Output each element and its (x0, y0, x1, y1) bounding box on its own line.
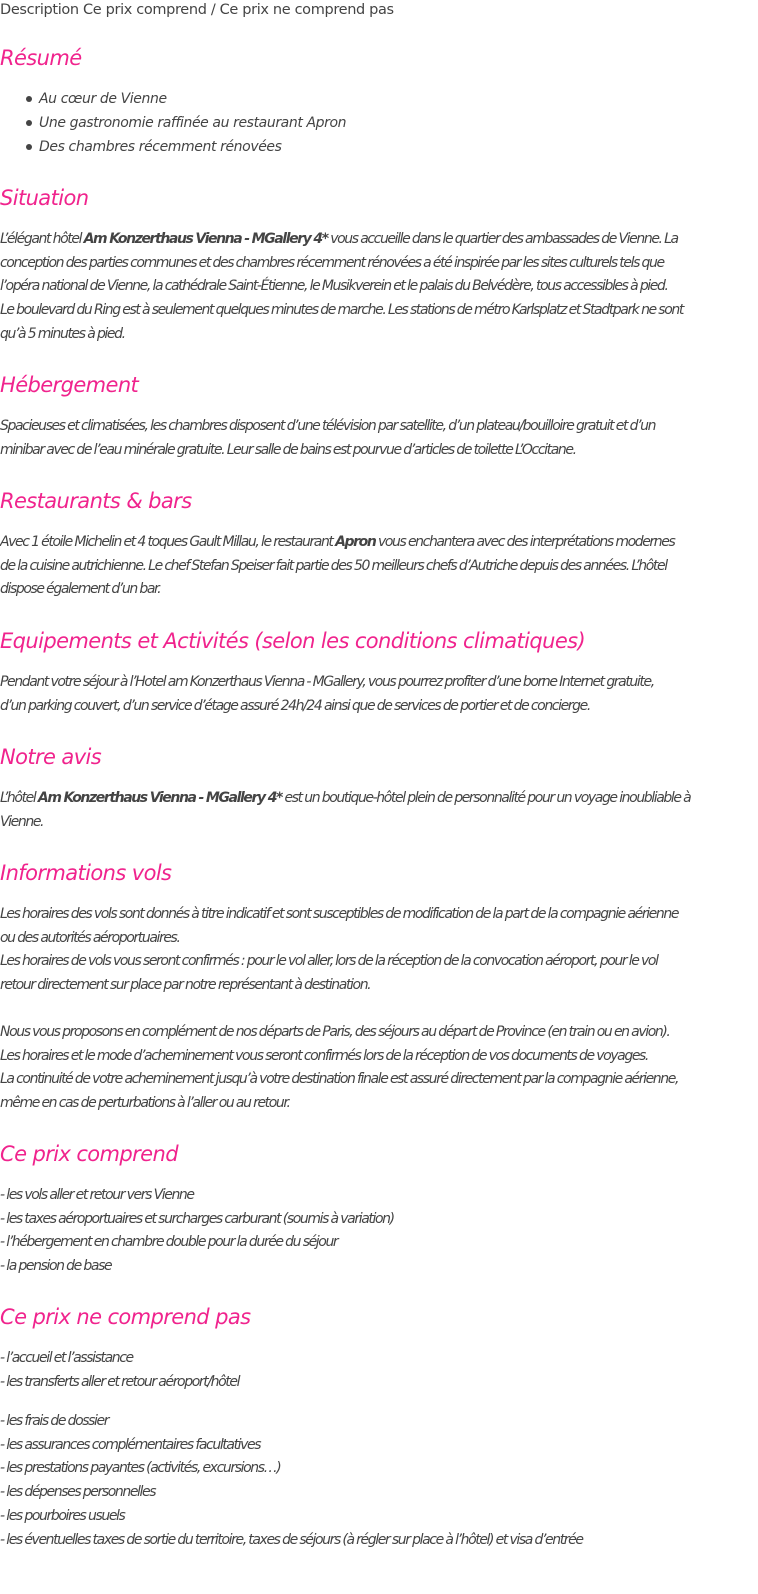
list-item: - les vols aller et retour vers Vienne (0, 1187, 194, 1203)
text-line: Les horaires des vols sont donnés à titre indicatif et sont susceptibles de modification de la part de la compagnie aérienne (0, 906, 679, 922)
list-item: - l’accueil et l’assistance (0, 1350, 133, 1366)
text-line: Nous vous proposons en complément de nos départs de Paris, des séjours au départ de Province (en train ou en avion). (0, 1024, 670, 1040)
text-line: La continuité de votre acheminement jusqu’à votre destination finale est assuré directement par la compagnie aérienne, (0, 1071, 678, 1088)
restaurant-name: Apron (335, 534, 376, 550)
list-item: - l’hébergement en chambre double pour la durée du séjour (0, 1234, 338, 1251)
text-fragment: vous accueille dans le quartier des ambassades de Vienne. La (327, 231, 678, 247)
hebergement-text (0, 415, 758, 462)
tab-bar (0, 0, 394, 21)
equipements-text (0, 671, 758, 718)
list-item: Des chambres récemment rénovées (0, 135, 346, 159)
text-line: conception des parties communes et des chambres récemment rénovées a été inspirée par les sites culturels tels que (0, 254, 664, 271)
price-includes-list (0, 1184, 758, 1279)
text-line: l’opéra national de Vienne, la cathédrale Saint-Étienne, le Musikverein et le palais du Belvédère, tous accessibles à pied. (0, 278, 668, 295)
text-line: dispose également d’un bar. (0, 581, 161, 598)
text-line: Le boulevard du Ring est à seulement quelques minutes de marche. Les stations de métro Karlsplatz et Stadtpark ne sont (0, 302, 683, 319)
tab-separator: / (210, 2, 216, 18)
section-title-resume: Résumé (0, 46, 82, 70)
text-line: minibar avec de l’eau minérale gratuite. Leur salle de bains est pourvue d’articles de toilette L’Occitane. (0, 441, 576, 458)
text-fragment: vous enchantera avec des interprétations modernes (375, 534, 675, 550)
avis-text (0, 787, 758, 834)
text-fragment: est un boutique-hôtel plein de personnalité pour un voyage inoubliable à (281, 790, 691, 806)
list-item: - les assurances complémentaires facultatives (0, 1436, 261, 1453)
text-line: d’un parking couvert, d’un service d’étage assuré 24h/24 ainsi que de services de portier et de concierge. (0, 697, 590, 714)
text-line: Les horaires et le mode d’acheminement vous seront confirmés lors de la réception de vos documents de voyages. (0, 1047, 648, 1064)
list-item: - les éventuelles taxes de sortie du territoire, taxes de séjours (à régler sur place à l’hôtel) et visa d’entrée (0, 1531, 583, 1548)
section-title-vols: Informations vols (0, 861, 172, 885)
hotel-name: Am Konzerthaus Vienna - MGallery 4* (37, 790, 282, 806)
section-title-restaurants: Restaurants & bars (0, 489, 192, 513)
text-line: Les horaires de vols vous seront confirmés : pour le vol aller, lors de la réception de la convocation aéroport, pour le vol (0, 953, 658, 970)
list-item: - les taxes aéroportuaires et surcharges carburant (soumis à variation) (0, 1210, 394, 1227)
price-excludes-list-2 (0, 1410, 758, 1552)
text-fragment: L’élégant hôtel (0, 231, 84, 247)
list-item: - les pourboires usuels (0, 1507, 125, 1524)
text-line: Spacieuses et climatisées, les chambres disposent d’une télévision par satellite, d’un plateau/bouilloire gratuit et d’un (0, 418, 656, 434)
price-excludes-list-1 (0, 1347, 758, 1394)
section-title-price-excludes: Ce prix ne comprend pas (0, 1305, 251, 1329)
text-fragment: L’hôtel (0, 790, 38, 806)
list-item: - les frais de dossier (0, 1413, 109, 1429)
vols-text-2 (0, 1021, 758, 1116)
list-item: - la pension de base (0, 1258, 112, 1275)
section-title-equipements: Equipements et Activités (selon les conditions climatiques) (0, 629, 586, 653)
text-line: même en cas de perturbations à l’aller ou au retour. (0, 1095, 290, 1112)
text-line: Vienne. (0, 813, 44, 830)
restaurants-text (0, 531, 758, 602)
text-line: qu’à 5 minutes à pied. (0, 325, 125, 342)
text-line: de la cuisine autrichienne. Le chef Stefan Speiser fait partie des 50 meilleurs chefs d’Autriche depuis des années. L’hôtel (0, 557, 667, 574)
list-item: - les transferts aller et retour aéroport/hôtel (0, 1373, 240, 1390)
tab-price-includes[interactable]: Ce prix comprend (83, 2, 207, 18)
tab-description[interactable]: Description (0, 2, 79, 18)
list-item: - les dépenses personnelles (0, 1484, 156, 1501)
text-line: retour directement sur place par notre représentant à destination. (0, 977, 371, 994)
vols-text-1 (0, 903, 758, 998)
list-item: Au cœur de Vienne (0, 87, 346, 111)
list-item: Une gastronomie raffinée au restaurant Apron (0, 111, 346, 135)
text-line: Pendant votre séjour à l’Hotel am Konzerthaus Vienna - MGallery, vous pourrez profiter d’une borne Internet gratuite, (0, 674, 654, 690)
resume-list (0, 87, 346, 159)
section-title-avis: Notre avis (0, 745, 102, 769)
section-title-price-includes: Ce prix comprend (0, 1142, 178, 1166)
hotel-name: Am Konzerthaus Vienna - MGallery 4* (83, 231, 328, 247)
situation-text (0, 228, 758, 347)
text-line: ou des autorités aéroportuaires. (0, 929, 180, 946)
section-title-hebergement: Hébergement (0, 373, 139, 397)
text-fragment: Avec 1 étoile Michelin et 4 toques Gault Millau, le restaurant (0, 534, 336, 550)
section-title-situation: Situation (0, 186, 89, 210)
list-item: - les prestations payantes (activités, excursions…) (0, 1460, 281, 1477)
tab-price-excludes[interactable]: Ce prix ne comprend pas (219, 2, 394, 18)
